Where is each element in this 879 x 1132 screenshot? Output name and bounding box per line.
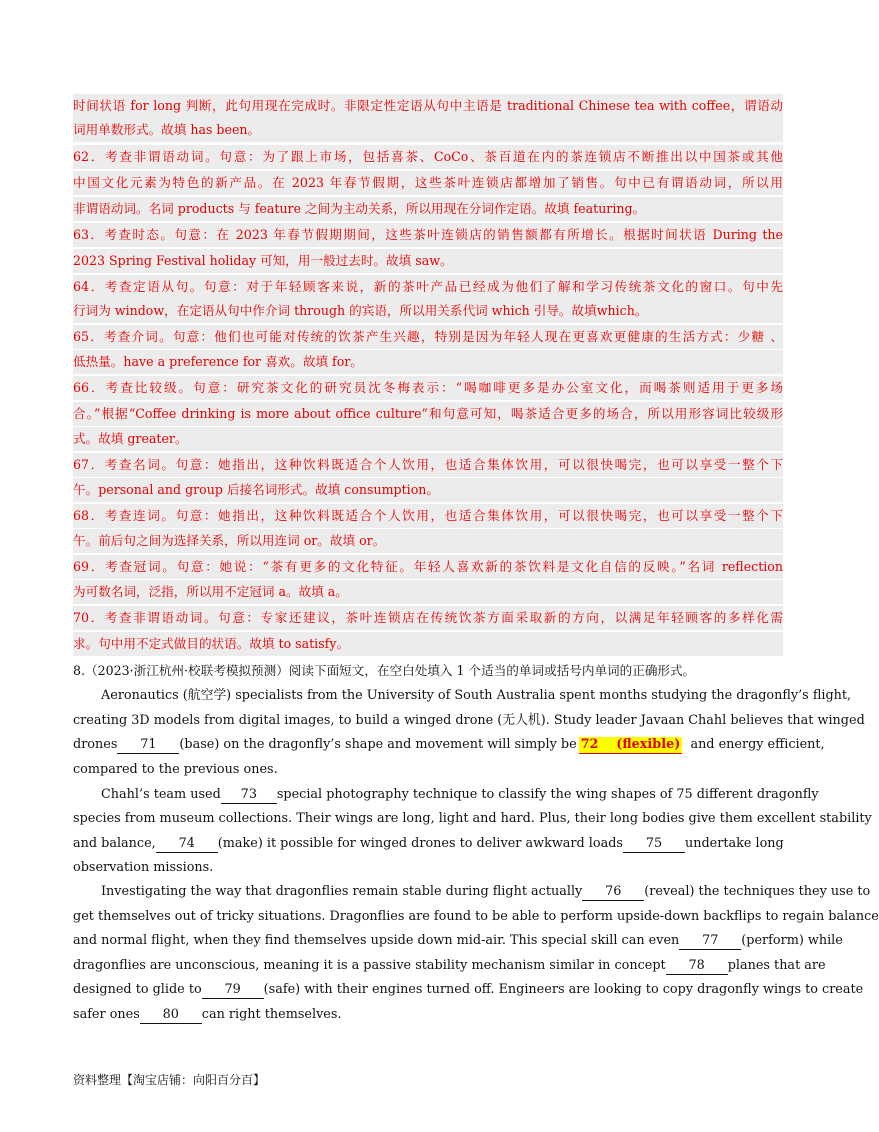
answer-line: 70．考查非谓语动词。句意：专家还建议，茶叶连锁店在传统饮茶方面采取新的方向，以满足年轻顾客的多样化需 bbox=[73, 606, 783, 630]
blank-73[interactable]: 73 bbox=[221, 787, 277, 804]
passage-text: dragonflies are unconscious, meaning it is a passive stability mechanism similar in concept bbox=[73, 958, 666, 973]
answer-line: 低热量。have a preference for 喜欢。故填 for。 bbox=[73, 350, 783, 374]
passage-line bbox=[73, 954, 826, 978]
blank-72-highlighted[interactable]: 72 (flexible) bbox=[580, 737, 681, 752]
blank-71[interactable]: 71 bbox=[117, 737, 179, 754]
passage-text: and energy efficient, bbox=[690, 737, 825, 752]
blank-77[interactable]: 77 bbox=[679, 933, 741, 950]
blank-80[interactable]: 80 bbox=[140, 1007, 202, 1024]
passage-line bbox=[73, 783, 819, 807]
question-heading: 8.（2023·浙江杭州·校联考模拟预测）阅读下面短文，在空白处填入 1 个适当的单词或括号内单词的正确形式。 bbox=[73, 663, 696, 678]
passage-text: (make) it possible for winged drones to deliver awkward loads bbox=[217, 836, 623, 851]
passage-text: Investigating the way that dragonflies remain stable during flight actually bbox=[101, 884, 583, 899]
passage-text: drones bbox=[73, 737, 118, 752]
answer-line: 午。personal and group 后接名词形式。故填 consumption。 bbox=[73, 478, 783, 502]
passage-line bbox=[73, 1003, 783, 1027]
passage-line bbox=[73, 978, 864, 1002]
passage-text: (perform) while bbox=[741, 933, 843, 948]
answer-line: 中国文化元素为特色的新产品。在 2023 年春节假期，这些茶叶连锁店都增加了销售。句中已有谓语动词，所以用 bbox=[73, 171, 783, 195]
answer-line: 68．考查连词。句意：她指出，这种饮料既适合个人饮用，也适合集体饮用，可以很快喝完，也可以享受一整个下 bbox=[73, 504, 783, 528]
blank-76[interactable]: 76 bbox=[582, 884, 644, 901]
passage-text: and normal flight, when they find themselves upside down mid-air. This special skill can even bbox=[73, 933, 680, 948]
answer-line: 62．考查非谓语动词。句意：为了跟上市场，包括喜茶、CoCo、茶百道在内的茶连锁店不断推出以中国茶或其他 bbox=[73, 145, 783, 169]
blank-78[interactable]: 78 bbox=[666, 958, 728, 975]
passage-text: safer ones bbox=[73, 1007, 140, 1022]
answer-line: 时间状语 for long 判断，此句用现在完成时。非限定性定语从句中主语是 traditional Chinese tea with coffee，谓语动 bbox=[73, 94, 783, 118]
passage-line: Aeronautics (航空学) specialists from the University of South Australia spent months studying the dragonfly’s flight, bbox=[101, 688, 852, 703]
answer-line: 64．考查定语从句。句意：对于年轻顾客来说，新的茶叶产品已经成为他们了解和学习传统茶文化的窗口。句中先 bbox=[73, 275, 783, 299]
passage-line: get themselves out of tricky situations. Dragonflies are found to be able to perform upside-down backflips to regain balance bbox=[73, 909, 879, 924]
answer-line: 65．考查介词。句意：他们也可能对传统的饮茶产生兴趣，特别是因为年轻人现在更喜欢更健康的生活方式：少糖 、 bbox=[73, 325, 783, 349]
blank-74[interactable]: 74 bbox=[156, 836, 218, 853]
answer-line: 词用单数形式。故填 has been。 bbox=[73, 118, 783, 142]
passage-text: special photography technique to classify the wing shapes of 75 different dragonfly bbox=[276, 787, 819, 802]
passage-line: creating 3D models from digital images, to build a winged drone (无人机). Study leader Javaan Chahl believes that winged bbox=[73, 713, 865, 728]
passage-line: compared to the previous ones. bbox=[73, 762, 278, 777]
answer-line: 行词为 window，在定语从句中作介词 through 的宾语，所以用关系代词 which 引导。故填which。 bbox=[73, 299, 783, 323]
answer-line: 67．考查名词。句意：她指出，这种饮料既适合个人饮用，也适合集体饮用，可以很快喝完，也可以享受一整个下 bbox=[73, 453, 783, 477]
passage-text: Chahl’s team used bbox=[101, 787, 221, 802]
answer-line: 合。”根据“Coffee drinking is more about office culture”和句意可知，喝茶适合更多的场合，所以用形容词比较级形 bbox=[73, 402, 783, 426]
passage-text: (safe) with their engines turned off. Engineers are looking to copy dragonfly wings to create bbox=[263, 982, 864, 997]
passage-line bbox=[73, 733, 825, 757]
passage-line: species from museum collections. Their wings are long, light and hard. Plus, their long bodies give them excellent stability bbox=[73, 811, 872, 826]
answer-line: 求。句中用不定式做目的状语。故填 to satisfy。 bbox=[73, 632, 783, 656]
passage-text: designed to glide to bbox=[73, 982, 202, 997]
blank-75[interactable]: 75 bbox=[623, 836, 685, 853]
page-footer: 资料整理【淘宝店铺：向阳百分百】 bbox=[73, 1073, 266, 1087]
passage-text: can right themselves. bbox=[201, 1007, 342, 1022]
answer-line: 为可数名词，泛指，所以用不定冠词 a。故填 a。 bbox=[73, 580, 783, 604]
blank-79[interactable]: 79 bbox=[202, 982, 264, 999]
passage-text: undertake long bbox=[684, 836, 784, 851]
answer-line: 66．考查比较级。句意：研究茶文化的研究员沈冬梅表示：“喝咖啡更多是办公室文化，而喝茶则适用于更多场 bbox=[73, 376, 783, 400]
passage-line bbox=[73, 929, 843, 953]
passage-text: planes that are bbox=[727, 958, 826, 973]
answer-line: 69．考查冠词。句意：她说：“茶有更多的文化特征。年轻人喜欢新的茶饮料是文化自信的反映。”名词 reflection bbox=[73, 555, 783, 579]
answer-line: 2023 Spring Festival holiday 可知，用一般过去时。故填 saw。 bbox=[73, 249, 783, 273]
passage-line bbox=[73, 832, 783, 856]
passage-text: (reveal) the techniques they use to bbox=[644, 884, 871, 899]
answer-line: 63．考查时态。句意：在 2023 年春节假期期间，这些茶叶连锁店的销售额都有所增长。根据时间状语 During the bbox=[73, 223, 783, 247]
passage-line bbox=[73, 880, 871, 904]
answer-line: 式。故填 greater。 bbox=[73, 427, 783, 451]
passage-text: and balance, bbox=[73, 836, 156, 851]
passage-line: observation missions. bbox=[73, 860, 214, 875]
answer-line: 午。前后句之间为选择关系，所以用连词 or。故填 or。 bbox=[73, 529, 783, 553]
answer-line: 非谓语动词。名词 products 与 feature 之间为主动关系，所以用现在分词作定语。故填 featuring。 bbox=[73, 197, 783, 221]
passage-text: (base) on the dragonfly’s shape and movement will simply be bbox=[179, 737, 577, 752]
